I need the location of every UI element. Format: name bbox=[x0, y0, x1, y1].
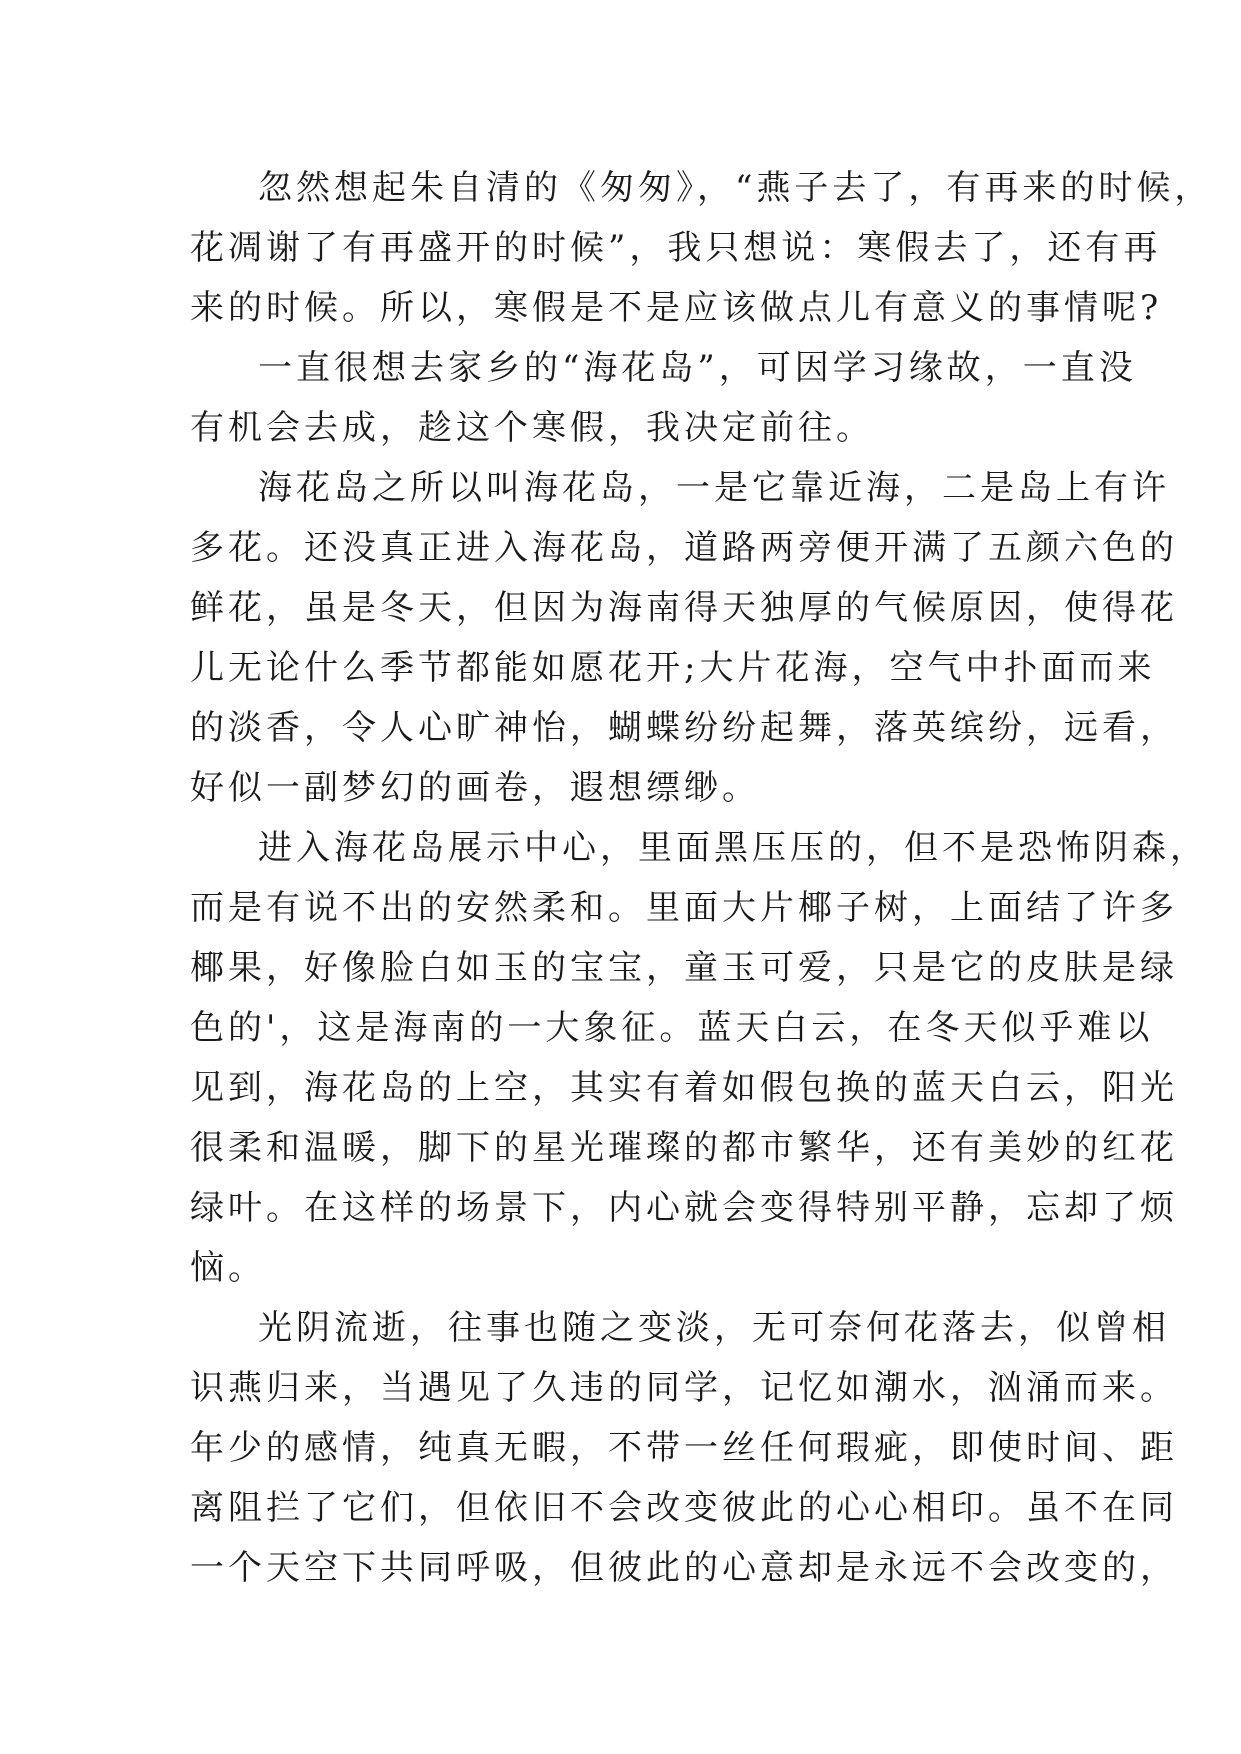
text-line: 椰果，好像脸白如玉的宝宝，童玉可爱，只是它的皮肤是绿 bbox=[190, 948, 1178, 988]
text-line: 一个天空下共同呼吸，但彼此的心意却是永远不会改变的， bbox=[190, 1548, 1178, 1588]
text-line: 很柔和温暖，脚下的星光璀璨的都市繁华，还有美妙的红花 bbox=[190, 1128, 1178, 1168]
text-line: 色的'，这是海南的一大象征。蓝天白云，在冬天似乎难以 bbox=[190, 1008, 1154, 1048]
text-line: 忽然想起朱自清的《匆匆》，“燕子去了，有再来的时候， bbox=[258, 168, 1213, 208]
text-line: 见到，海花岛的上空，其实有着如假包换的蓝天白云，阳光 bbox=[190, 1068, 1178, 1108]
text-line: 儿无论什么季节都能如愿花开;大片花海，空气中扑面而来 bbox=[190, 648, 1156, 688]
text-line: 有机会去成，趁这个寒假，我决定前往。 bbox=[190, 408, 874, 448]
paragraph-3 bbox=[190, 458, 1178, 818]
text-line: 鲜花，虽是冬天，但因为海南得天独厚的气候原因，使得花 bbox=[190, 588, 1178, 628]
paragraph-4 bbox=[190, 818, 1208, 1298]
text-line: 而是有说不出的安然柔和。里面大片椰子树，上面结了许多 bbox=[190, 888, 1178, 928]
text-line: 花凋谢了有再盛开的时候”，我只想说：寒假去了，还有再 bbox=[190, 228, 1162, 268]
text-line: 进入海花岛展示中心，里面黑压压的，但不是恐怖阴森， bbox=[258, 828, 1208, 868]
paragraph-5 bbox=[190, 1298, 1178, 1598]
text-line: 海花岛之所以叫海花岛，一是它靠近海，二是岛上有许 bbox=[258, 468, 1170, 508]
text-line: 恼。 bbox=[190, 1248, 266, 1288]
text-line: 多花。还没真正进入海花岛，道路两旁便开满了五颜六色的 bbox=[190, 528, 1178, 568]
text-line: 识燕归来，当遇见了久违的同学，记忆如潮水，汹涌而来。 bbox=[190, 1368, 1178, 1408]
text-line: 一直很想去家乡的“海花岛”，可因学习缘故，一直没 bbox=[258, 348, 1137, 388]
text-line: 的淡香，令人心旷神怡，蝴蝶纷纷起舞，落英缤纷，远看， bbox=[190, 708, 1178, 748]
paragraph-2 bbox=[190, 338, 1137, 458]
text-line: 年少的感情，纯真无暇，不带一丝任何瑕疵，即使时间、距 bbox=[190, 1428, 1178, 1468]
paragraph-1 bbox=[190, 158, 1213, 338]
essay-body bbox=[190, 158, 1213, 1598]
text-line: 绿叶。在这样的场景下，内心就会变得特别平静，忘却了烦 bbox=[190, 1188, 1178, 1228]
text-line: 光阴流逝，往事也随之变淡，无可奈何花落去，似曾相 bbox=[258, 1308, 1170, 1348]
text-line: 好似一副梦幻的画卷，遐想缥缈。 bbox=[190, 768, 760, 808]
text-line: 来的时候。所以，寒假是不是应该做点儿有意义的事情呢? bbox=[190, 288, 1163, 328]
text-line: 离阻拦了它们，但依旧不会改变彼此的心心相印。虽不在同 bbox=[190, 1488, 1178, 1528]
